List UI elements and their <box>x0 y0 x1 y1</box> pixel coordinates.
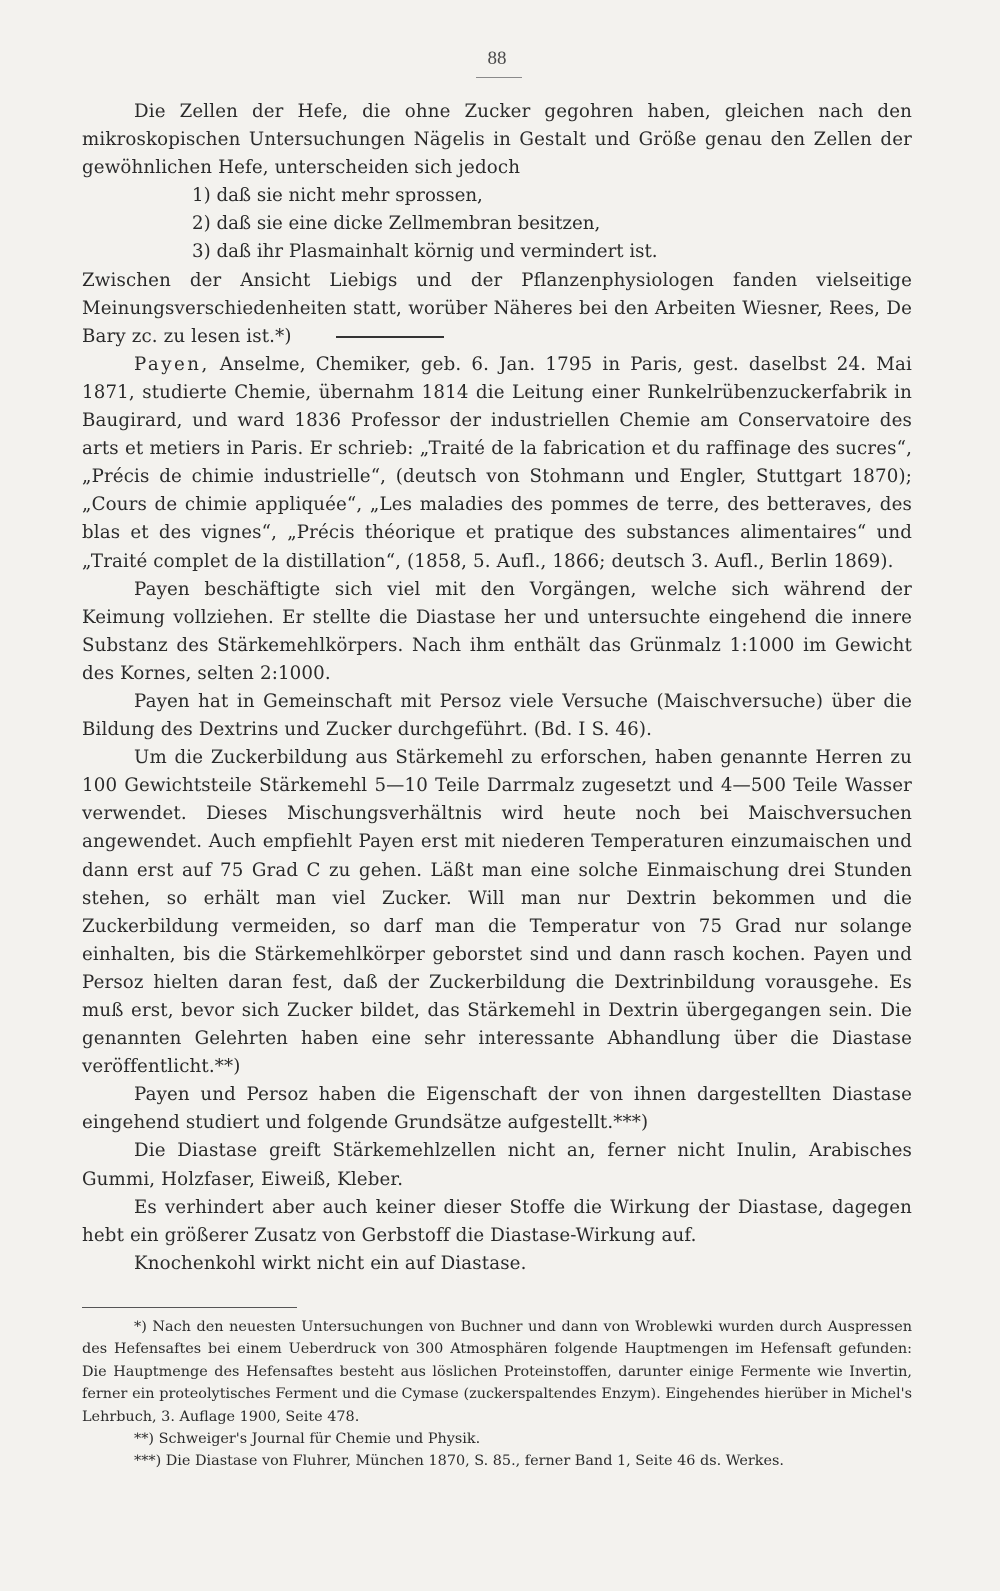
paragraph-yeast-cells: Die Zellen der Hefe, die ohne Zucker gegohren haben, gleichen nach den mikroskopischen Untersuchungen Nägelis in Gestalt und Größe genau den Zellen der gewöhnlichen Hefe, unterscheiden sich jedoch <box>82 101 912 179</box>
paragraph-liebig <box>82 267 912 351</box>
paragraph-persoz: Payen hat in Gemeinschaft mit Persoz viele Versuche (Maischversuche) über die Bildung des Dextrins und Zucker durchgeführt. (Bd. I S. 46). <box>82 690 912 741</box>
footnote-2: **) Schweiger's Journal für Chemie und Physik. <box>134 1431 481 1448</box>
footnote-3: ***) Die Diastase von Fluhrer, München 1870, S. 85., ferner Band 1, Seite 46 ds. Werkes. <box>134 1453 784 1470</box>
body-text <box>82 98 912 1278</box>
page-number-rule <box>476 77 522 78</box>
footnotes <box>82 1316 912 1473</box>
paragraph-payen-bio <box>82 351 912 576</box>
paragraph-payen-keimung: Payen beschäftigte sich viel mit den Vorgängen, welche sich während der Keimung vollziehen. Er stellte die Diastase her und untersuchte eingehend die innere Substanz des Stärkemehlkörpers. Nach ihm enthält das Grünmalz 1:1000 im Gewicht des Kornes, selten 2:1000. <box>82 578 912 684</box>
list-item: 3) daß ihr Plasmainhalt körnig und vermindert ist. <box>192 241 658 263</box>
section-divider <box>336 336 444 338</box>
paragraph-knochenkohl: Knochenkohl wirkt nicht ein auf Diastase. <box>134 1252 527 1274</box>
list-item: 1) daß sie nicht mehr sprossen, <box>192 185 483 207</box>
paragraph-diastase-inulin: Die Diastase greift Stärkemehlzellen nicht an, ferner nicht Inulin, Arabisches Gummi, Holzfaser, Eiweiß, Kleber. <box>82 1140 912 1190</box>
page-number: 88 <box>487 48 507 69</box>
paragraph-liebig-text: Zwischen der Ansicht Liebigs und der Pflanzenphysiologen fanden vielseitige Meinungsverschiedenheiten statt, worüber Näheres bei den Arbeiten Wiesner, Rees, De Bary zc. zu lesen ist.*) <box>82 269 912 347</box>
paragraph-zuckerbildung: Um die Zuckerbildung aus Stärkemehl zu erforschen, haben genannte Herren zu 100 Gewichtsteile Stärkemehl 5—10 Teile Darrmalz zugesetzt und 4—500 Teile Wasser verwendet. Dieses Mischungsverhältnis wird heute noch bei Maischversuchen angewendet. Auch empfiehlt Payen erst mit niederen Temperaturen einzumaischen und dann erst auf 75 Grad C zu gehen. Läßt man eine solche Einmaischung drei Stunden stehen, so erhält man viel Zucker. Will man nur Dextrin bekommen und die Zuckerbildung vermeiden, so darf man die Temperatur von 75 Grad nur solange einhalten, bis die Stärkemehlkörper geborstet sind und dann rasch kochen. Payen und Persoz hielten daran fest, daß der Zuckerbildung die Dextrinbildung vorausgehe. Es muß erst, bevor sich Zucker bildet, das Stärkemehl in Dextrin übergegangen sein. Die genannten Gelehrten haben eine sehr interessante Abhandlung über die Diastase veröffentlicht.**) <box>82 747 912 1078</box>
footnote-rule <box>82 1307 297 1308</box>
payen-bio-text: Anselme, Chemiker, geb. 6. Jan. 1795 in Paris, gest. daselbst 24. Mai 1871, studierte Chemie, übernahm 1814 die Leitung einer Runkelrübenzuckerfabrik in Baugirard, und ward 1836 Professor der industriellen Chemie am Conservatoire des arts et metiers in Paris. Er schrieb: „Traité de la fabrication et du raffinage des sucres“, „Précis de chimie industrielle“, (deutsch von Stohmann und Engler, Stuttgart 1870); „Cours de chimie appliquée“, „Les maladies des pommes de terre, des betteraves, des blas et des vignes“, „Précis théorique et pratique des substances alimentaires“ und „Traité complet de la distillation“, (1858, 5. Aufl., 1866; deutsch 3. Aufl., Berlin 1869). <box>82 353 912 572</box>
book-page <box>82 0 912 1591</box>
footnote-1: *) Nach den neuesten Untersuchungen von Buchner und dann von Wroblewki wurden durch Auspressen des Hefensaftes bei einem Ueberdruck von 300 Atmosphären folgende Hauptmengen im Hefensaft gefunden: Die Hauptmenge des Hefensaftes besteht aus löslichen Proteinstoffen, darunter einige Fermente wie Invertin, ferner ein proteolytisches Ferment und die Cymase (zuckerspaltendes Enzym). Eingehendes hierüber in Michel's Lehrbuch, 3. Auflage 1900, Seite 478. <box>82 1319 912 1425</box>
payen-name: Payen, <box>134 353 210 375</box>
paragraph-gerbstoff: Es verhindert aber auch keiner dieser Stoffe die Wirkung der Diastase, dagegen hebt ein größerer Zusatz von Gerbstoff die Diastase-Wirkung auf. <box>82 1196 912 1246</box>
list-item: 2) daß sie eine dicke Zellmembran besitzen, <box>192 213 601 235</box>
paragraph-grundsaetze: Payen und Persoz haben die Eigenschaft der von ihnen dargestellten Diastase eingehend studiert und folgende Grundsätze aufgestellt.***) <box>82 1084 912 1134</box>
